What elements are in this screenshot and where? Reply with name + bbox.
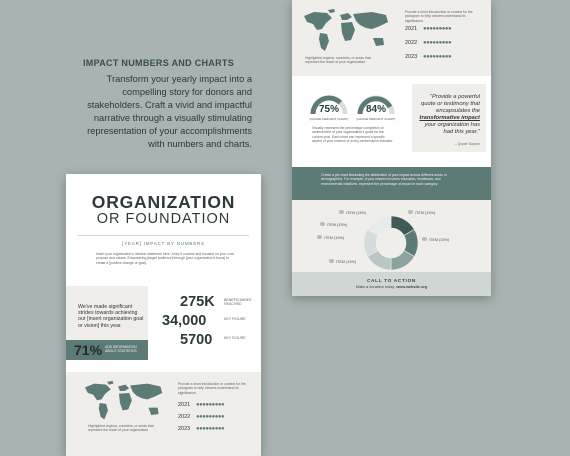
gauge-label: [GAUGE PERCENT CHART] <box>309 117 349 121</box>
highlight-value: 71% <box>74 342 103 358</box>
pie-label-icon <box>339 210 344 214</box>
gauge-value: 75% <box>318 104 339 115</box>
people-icons: ●●●●●●●●● <box>423 40 452 46</box>
people-icons: ●●●●●●●●● <box>423 54 452 60</box>
stat-value: 275K <box>180 294 215 310</box>
subtitle: [YEAR] IMPACT BY NUMBERS <box>116 241 211 246</box>
pie-label <box>339 210 366 215</box>
pie-label-text: ITEM (15%) <box>346 211 367 215</box>
stat-label: BENEFICIARIES REACHED <box>224 298 252 307</box>
people-icons: ●●●●●●●●● <box>423 26 452 32</box>
highlight-stat-bar <box>66 340 148 360</box>
stat-row <box>162 313 261 332</box>
year-label: 2022 <box>405 40 418 46</box>
pie-label <box>329 259 356 264</box>
pictogram-intro: Provide a short introduction or context for the pictogram to help viewers understand its significance. <box>405 10 473 23</box>
world-map-graphic <box>80 380 170 426</box>
pie-label <box>320 222 347 227</box>
pie-intro-text: Create a pie chart illustrating the distribution of your impact across different areas or demographics. For example, if your mission involves education, healthcare, and environmental initiatives, represent the percentage of impact in each category. <box>321 173 447 186</box>
cta-title: CALL TO ACTION <box>367 278 416 283</box>
cta-text: Make a donation today: <box>355 285 396 289</box>
quote-pre: “Provide a powerful quote or testimony that encapsulates the <box>421 94 480 114</box>
highlight-label: ADD INFORMATION ABOUT STATISTICS <box>105 345 137 354</box>
people-icons: ●●●●●●●●● <box>196 426 225 432</box>
pie-label <box>408 210 435 215</box>
stat-value: 5700 <box>180 332 213 348</box>
year-label: 2023 <box>178 426 191 432</box>
pictogram-rows <box>178 402 224 432</box>
pie-chart <box>361 213 421 273</box>
stat-value: 34,000 <box>162 313 207 329</box>
pie-label-text: ITEM (15%) <box>336 260 357 264</box>
stat-row <box>162 294 261 313</box>
gauge-label: [GAUGE PERCENT CHART] <box>356 117 396 121</box>
pictogram-row <box>178 414 224 420</box>
cta-line <box>292 285 491 289</box>
front-page-preview <box>66 174 261 456</box>
quote-emphasis: transformative impact <box>419 115 480 121</box>
year-label: 2021 <box>178 402 191 408</box>
pictogram-row <box>405 26 451 32</box>
pie-label-text: ITEM (15%) <box>415 211 436 215</box>
stat-row <box>162 332 261 351</box>
map-caption: Highlighted regions, countries, or areas that represent the reach of your organization <box>88 424 154 433</box>
quote-box <box>412 84 486 152</box>
pie-label-icon <box>317 235 322 239</box>
year-label: 2023 <box>405 54 418 60</box>
stat-label: KEY FIGURE <box>224 336 246 340</box>
pie-label-icon <box>329 259 334 263</box>
subtitle-bar <box>66 232 261 250</box>
pictogram-row <box>178 426 224 432</box>
year-label: 2021 <box>405 26 418 32</box>
pie-label-icon <box>320 222 325 226</box>
call-to-action <box>292 272 491 296</box>
gauge-value: 84% <box>365 104 386 115</box>
gauge-description: Visually represent the percentage completion or achievement of your organization's goals for the current year. Each chart can represent a specific aspect of your mission or a key performance indicator. <box>312 126 394 143</box>
map-caption: Highlighted regions, countries, or areas that represent the reach of your organization <box>305 56 371 65</box>
pie-label <box>422 237 449 242</box>
quote-text <box>416 94 480 136</box>
year-label: 2022 <box>178 414 191 420</box>
gauge-chart <box>309 94 349 121</box>
people-icons: ●●●●●●●●● <box>196 402 225 408</box>
pie-label-text: ITEM (15%) <box>324 236 345 240</box>
pie-label <box>317 235 344 240</box>
pictogram-row <box>405 40 451 46</box>
section-description: Transform your yearly impact into a compelling story for donors and stakeholders. Craft a vivid and impactful narrative through a visually stimulating representation of your accomplishments with numbers and charts. <box>87 74 252 149</box>
pie-section <box>292 200 491 272</box>
pie-label-text: ITEM (15%) <box>327 223 348 227</box>
pie-label-icon <box>408 210 413 214</box>
quote-source: – Quote Source <box>454 142 480 146</box>
key-stats <box>162 294 261 351</box>
people-icons: ●●●●●●●●● <box>196 414 225 420</box>
map-section <box>66 372 261 456</box>
world-map-graphic <box>300 8 395 58</box>
mission-statement: Insert your organization's mission statement here. Keep it concise and focused on your core purpose and values. Empowering [target audience] through [your organization's focus] to create a [positive change or goal]. <box>96 252 234 265</box>
pictogram-intro: Provide a short introduction or context for the pictogram to help viewers understand its significance. <box>178 382 246 395</box>
pictogram-rows <box>405 26 451 60</box>
title-line-2: OR FOUNDATION <box>96 211 231 227</box>
pictogram-row <box>405 54 451 60</box>
cta-link[interactable]: www.website.org <box>396 285 428 289</box>
pie-label-icon <box>422 237 427 241</box>
quote-post: your organization has had this year.” <box>424 122 480 135</box>
pictogram-row <box>178 402 224 408</box>
stat-label: KEY FIGURE <box>224 317 246 321</box>
pie-label-text: ITEM (15%) <box>429 238 450 242</box>
section-heading: IMPACT NUMBERS AND CHARTS <box>83 58 234 68</box>
pie-intro-band <box>292 167 491 200</box>
back-page-preview <box>292 0 491 296</box>
page-title <box>66 193 261 228</box>
title-line-1: ORGANIZATION <box>91 192 236 212</box>
strides-text: We've made significant strides towards achieving our [insert organization goal or vision] this year. <box>78 304 144 329</box>
gauge-chart <box>356 94 396 121</box>
map-section <box>292 0 491 76</box>
